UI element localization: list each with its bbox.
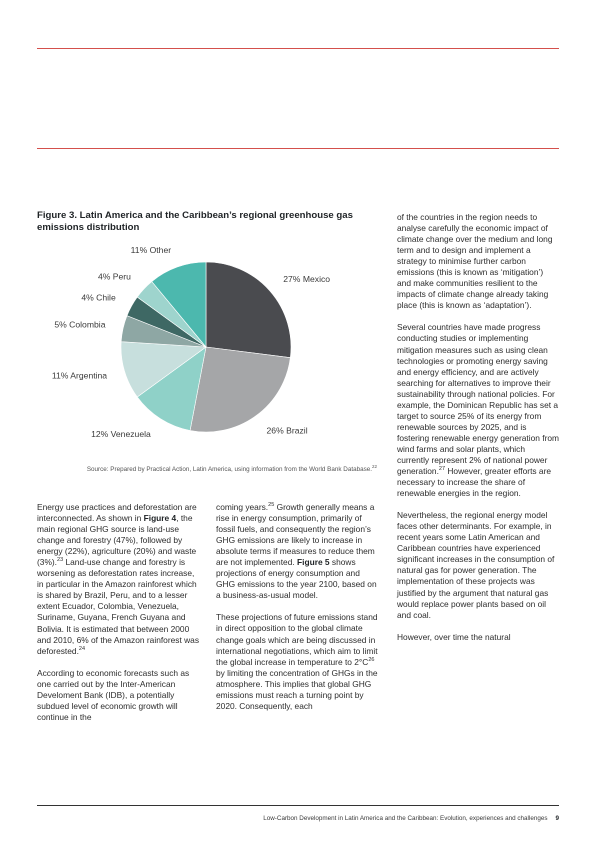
figure-source bbox=[37, 465, 377, 475]
paragraph: According to economic forecasts such as one carried out by the Inter-American Develoment Bank (IDB), a potentially subdued level of economic growth will continue in the bbox=[37, 667, 190, 722]
pie-label: 27% Mexico bbox=[283, 273, 331, 284]
pie-label: 4% Chile bbox=[81, 292, 116, 303]
pie-slice bbox=[206, 262, 291, 358]
footnote-ref: 26 bbox=[368, 656, 375, 663]
pie-slice bbox=[190, 347, 290, 432]
pie-slices bbox=[121, 262, 291, 432]
pie-label: 11% Other bbox=[130, 245, 172, 256]
paragraph: coming years.$^{25}$ Growth generally means a rise in energy consumption, primarily of fossil fuels, and consequently the region’s GHG emissions are likely to increase in absolute terms if measures to reduce them are not implemented. Figure 5 shows projections of energy consumption and GHG emissions to the year 2100, based on a business-as-usual model. bbox=[216, 502, 377, 601]
footer-title: Low-Carbon Development in Latin America and the Caribbean: Evolution, experiences and challenges bbox=[263, 815, 548, 822]
paragraph: Nevertheless, the regional energy model faces other determinants. For example, in recent years some Latin American and Caribbean countries have experienced significant increases in the consumption of natural gas for power generation. The implementation of these projects was justified by the argument that natural gas would replace power plants based on oil and coal. bbox=[397, 510, 555, 620]
figure-5-ref: Figure 5 bbox=[297, 557, 330, 568]
pie-label: 11% Argentina bbox=[51, 370, 108, 381]
pie-chart-svg bbox=[37, 238, 382, 463]
footnote-ref: 27 bbox=[438, 466, 446, 473]
paragraph: However, over time the natural bbox=[397, 631, 511, 642]
pie-chart bbox=[37, 238, 382, 463]
pie-label: 5% Colombia bbox=[54, 319, 106, 330]
pie-label: 12% Venezuela bbox=[91, 428, 151, 439]
top-rule-1 bbox=[37, 48, 559, 49]
text-column-2 bbox=[216, 502, 378, 723]
footnote-ref: 23 bbox=[57, 557, 64, 564]
figure-4-ref: Figure 4 bbox=[143, 513, 177, 524]
paragraph: Several countries have made progress conducting studies or implementing mitigation measures such as using clean technologies or promoting energy saving and energy efficiency, and are actively searching for alternatives to improve their sustainability through national policies. For example, the Dominican Republic has set a target to source 25% of its energy from renewable sources by 2025, and is fostering renewable energy generation from wind farms and solar plants, which currently represent 2% of national power generation.$^{27}$ However, greater efforts are necessary to increase the share of renewable energies in the region. bbox=[397, 322, 560, 499]
page-number: 9 bbox=[555, 815, 559, 822]
text-column-3 bbox=[397, 212, 559, 654]
top-rule-2 bbox=[37, 148, 559, 149]
footnote-ref: 25 bbox=[268, 502, 275, 509]
source-text: Source: Prepared by Practical Action, Latin America, using information from the World Bank Database. bbox=[86, 466, 372, 473]
source-ref: 22 bbox=[371, 463, 377, 469]
paragraph: These projections of future emissions stand in direct opposition to the global climate change goals which are being discussed in international negotiations, which aim to limit the global increase in temperature to $2^\circ C^{26}$ by limiting the concentration of GHGs in the atmosphere. This implies that global GHG emissions must reach a turning point by 2020. Consequently, each bbox=[216, 612, 378, 711]
footer-rule bbox=[37, 805, 559, 806]
footnote-ref: 24 bbox=[78, 645, 86, 652]
pie-label: 4% Peru bbox=[97, 271, 131, 282]
paragraph: of the countries in the region needs to analyse carefully the economic impact of climate change over the medium and long term and to design and implement a strategy to minimise further carbon emissions (this is known as ‘mitigation’) and make communities resilient to the impacts of climate change already taking place (this is known as ‘adaptation’). bbox=[397, 212, 553, 311]
text-column-1 bbox=[37, 502, 199, 734]
paragraph: Energy use practices and deforestation are interconnected. As shown in Figure 4, the main regional GHG source is land-use change and forestry (47%), followed by energy (22%), agriculture (20%) and waste (3%).$^{23}$ Land-use change and forestry is worsening as deforestation rates increase, in particular in the Amazon rainforest which is shared by Brazil, Peru, and to a lesser extent Ecuador, Colombia, Venezuela, Suriname, Guyana, French Guyana and Bolivia. It is estimated that between 2000 and 2010, 6% of the Amazon rainforest was deforested.$^{24}$ bbox=[37, 502, 200, 656]
pie-label: 26% Brazil bbox=[266, 425, 308, 436]
figure-title: Figure 3. Latin America and the Caribbean’s regional greenhouse gas emissions distribution bbox=[37, 210, 353, 233]
page-footer bbox=[37, 815, 559, 822]
